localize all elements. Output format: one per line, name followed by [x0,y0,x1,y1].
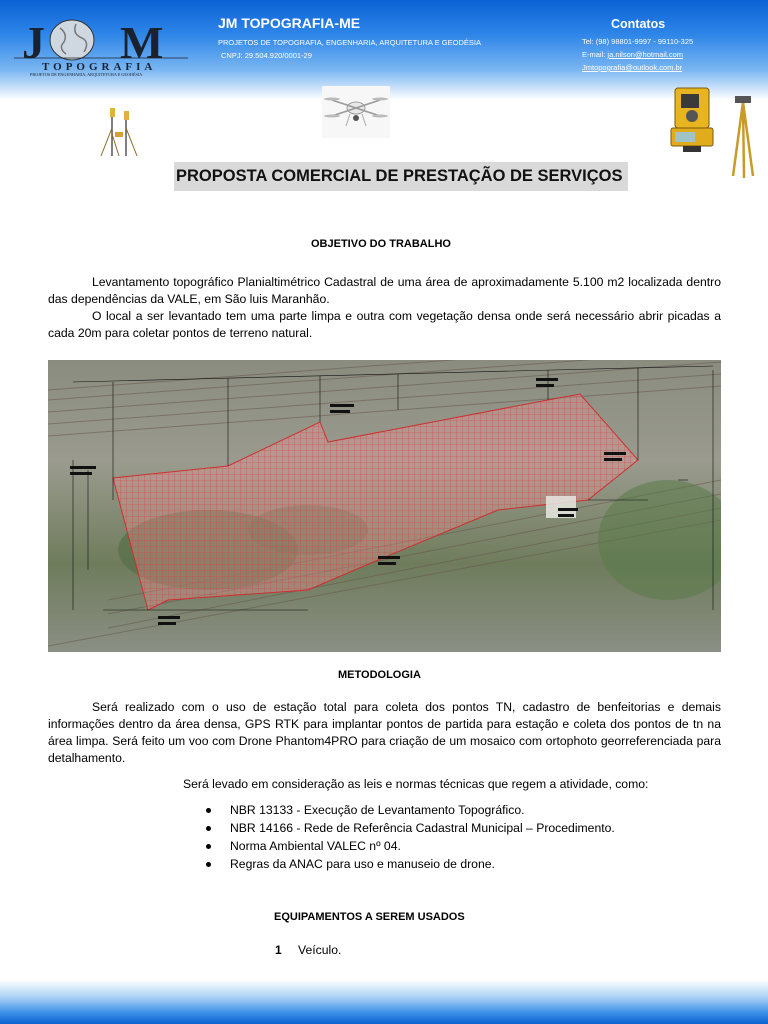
bullet-icon [206,844,211,849]
equipment-label: Veículo. [298,943,342,957]
metodologia-paragraph-2: Será levado em consideração as leis e normas técnicas que regem a atividade, como: [183,777,649,791]
contact-email-link-2[interactable]: Jmtopografia@outlook.com.br [582,63,683,72]
svg-text:M: M [120,17,164,68]
norm-text: Regras da ANAC para uso e manuseio de drone. [230,857,495,871]
list-item [204,837,615,855]
bullet-icon [206,862,211,867]
bullet-icon [206,808,211,813]
contact-email-label: E-mail: [582,50,608,59]
contact-email-link-1[interactable]: ja.nilson@hotmail.com [607,50,683,59]
total-station-icon [665,82,765,182]
list-item [204,819,615,837]
norm-text: NBR 14166 - Rede de Referência Cadastral Municipal – Procedimento. [230,821,615,835]
document-title: PROPOSTA COMERCIAL DE PRESTAÇÃO DE SERVIÇOS [174,162,628,191]
contact-phone: Tel: (98) 98801-9997 - 99110-325 [582,37,694,46]
norms-list [204,801,615,873]
company-name: JM TOPOGRAFIA-ME [218,15,361,31]
svg-text:PROJETOS DE ENGENHARIA, ARQUIT: PROJETOS DE ENGENHARIA, ARQUITETURA E GEODÉSIA [30,72,143,77]
company-subtitle: PROJETOS DE TOPOGRAFIA, ENGENHARIA, ARQUITETURA E GEODÉSIA [218,38,481,47]
company-logo [12,14,190,78]
objetivo-paragraph-1 [48,274,721,308]
objetivo-text-2: O local a ser levantado tem uma parte limpa e outra com vegetação densa onde será necessário abrir picadas a cada 20m para coletar pontos de terreno natural. [48,309,721,340]
company-cnpj: CNPJ: 29.504.920/0001-29 [221,51,312,60]
svg-text:J: J [22,17,45,68]
svg-text:TOPOGRAFIA: TOPOGRAFIA [42,61,157,73]
metodologia-text-1: Será realizado com o uso de estação total para coleta dos pontos TN, cadastro de benfeitorias e demais informações dentro da área densa, GPS RTK para implantar pontos de partida para estação e coleta dos pontos de tn na área limpa. Será feito um voo com Drone Phantom4PRO para criação de um mosaico com ortophoto georreferenciada para detalhamento. [48,700,721,765]
survey-area-map [48,360,721,652]
equipamentos-heading: EQUIPAMENTOS A SEREM USADOS [274,911,465,923]
equipment-number: 1 [275,943,282,957]
drone-icon [322,86,390,138]
contact-email-row-2 [582,63,682,72]
metodologia-paragraph-1 [48,699,721,767]
objetivo-paragraph-2 [48,308,721,342]
list-item [204,801,615,819]
list-item [204,855,615,873]
objetivo-text-1: Levantamento topográfico Planialtimétrico Cadastral de uma área de aproximadamente 5.100 m2 localizada dentro das dependências da VALE, em São luis Maranhão. [48,275,721,306]
norm-text: Norma Ambiental VALEC nº 04. [230,839,401,853]
gps-receiver-icon [95,108,143,158]
contacts-title: Contatos [611,17,666,31]
contact-email-row [582,50,683,59]
objetivo-heading: OBJETIVO DO TRABALHO [311,238,451,250]
bullet-icon [206,826,211,831]
metodologia-heading: METODOLOGIA [338,669,421,681]
norm-text: NBR 13133 - Execução de Levantamento Topográfico. [230,803,525,817]
footer-band [0,980,768,1024]
